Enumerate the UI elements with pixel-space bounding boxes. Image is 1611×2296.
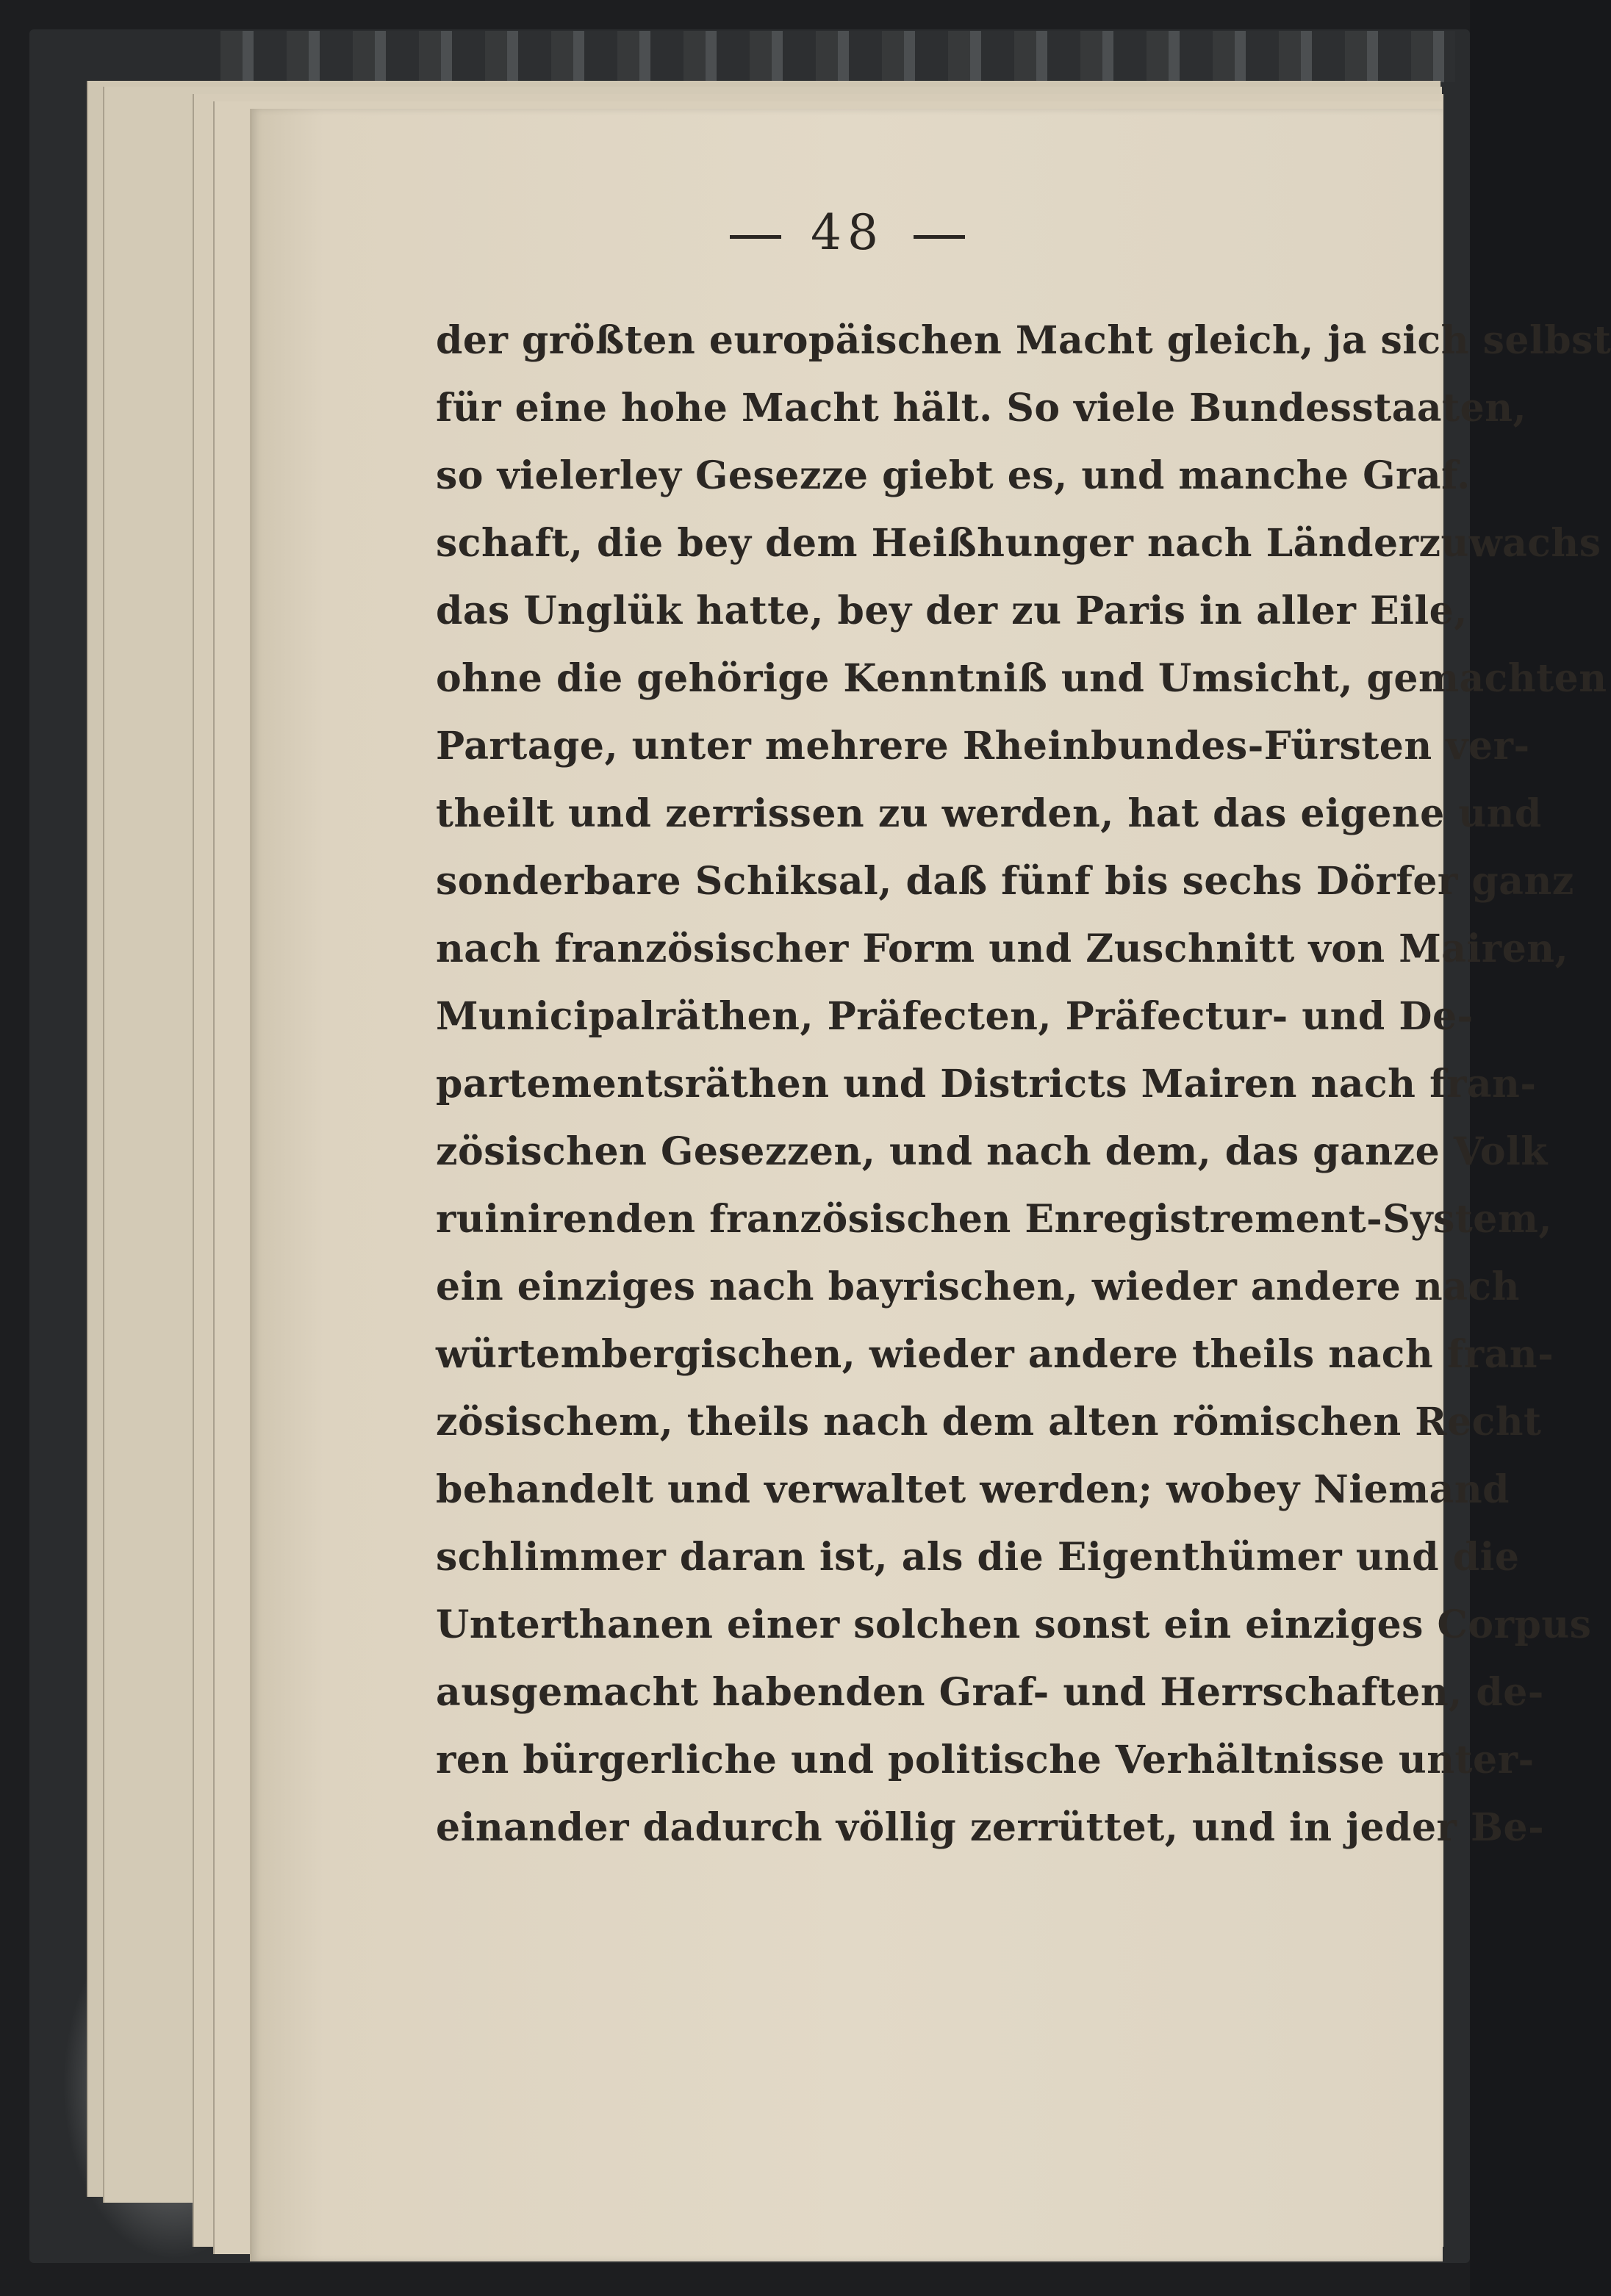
text-line: für eine hohe Macht hält. So viele Bundesstaaten, (436, 386, 1527, 431)
cover-top-edge (220, 31, 1455, 82)
page-header (252, 204, 1443, 261)
text-line: ein einziges nach bayrischen, wieder andere nach (436, 1264, 1520, 1309)
header-dash-left (730, 235, 781, 239)
text-line: partementsräthen und Districts Mairen nach fran- (436, 1062, 1537, 1106)
text-line: ausgemacht habenden Graf- und Herrschaften, de- (436, 1670, 1544, 1715)
text-line: würtembergischen, wieder andere theils nach fran- (436, 1332, 1554, 1377)
text-line: ruinirenden französischen Enregistrement-System, (436, 1197, 1552, 1242)
text-line: schaft, die bey dem Heißhunger nach Länderzuwachs (436, 521, 1601, 566)
text-line: nach französischer Form und Zuschnitt von Mairen, (436, 926, 1569, 971)
text-line: sonderbare Schiksal, daß fünf bis sechs Dörfer ganz (436, 859, 1574, 904)
text-line: ohne die gehörige Kenntniß und Umsicht, gemachten (436, 656, 1607, 701)
text-line: schlimmer daran ist, als die Eigenthümer und die (436, 1535, 1520, 1580)
text-line: theilt und zerrissen zu werden, hat das eigene und (436, 791, 1542, 836)
text-line: so vielerley Gesezze giebt es, und manche Graf. (436, 453, 1471, 498)
text-line: das Unglük hatte, bey der zu Paris in aller Eile, (436, 589, 1468, 633)
text-line: Unterthanen einer solchen sonst ein einziges Corpus (436, 1602, 1592, 1647)
body-text (436, 307, 1611, 1862)
text-line: behandelt und verwaltet werden; wobey Niemand (436, 1467, 1510, 1512)
text-line: Partage, unter mehrere Rheinbundes-Fürsten ver- (436, 724, 1530, 769)
text-line: zösischem, theils nach dem alten römischen Recht (436, 1400, 1542, 1444)
text-line: Municipalräthen, Präfecten, Präfectur- und De- (436, 994, 1474, 1039)
text-line: zösischen Gesezzen, und nach dem, das ganze Volk (436, 1129, 1548, 1174)
text-line: einander dadurch völlig zerrüttet, und in jeder Be- (436, 1805, 1545, 1850)
book-page (250, 109, 1611, 2261)
text-line: ren bürgerliche und politische Verhältnisse unter- (436, 1738, 1535, 1782)
text-line: der größten europäischen Macht gleich, ja sich selbst (436, 318, 1611, 363)
page-number: 48 (811, 204, 884, 261)
header-dash-right (914, 235, 965, 239)
